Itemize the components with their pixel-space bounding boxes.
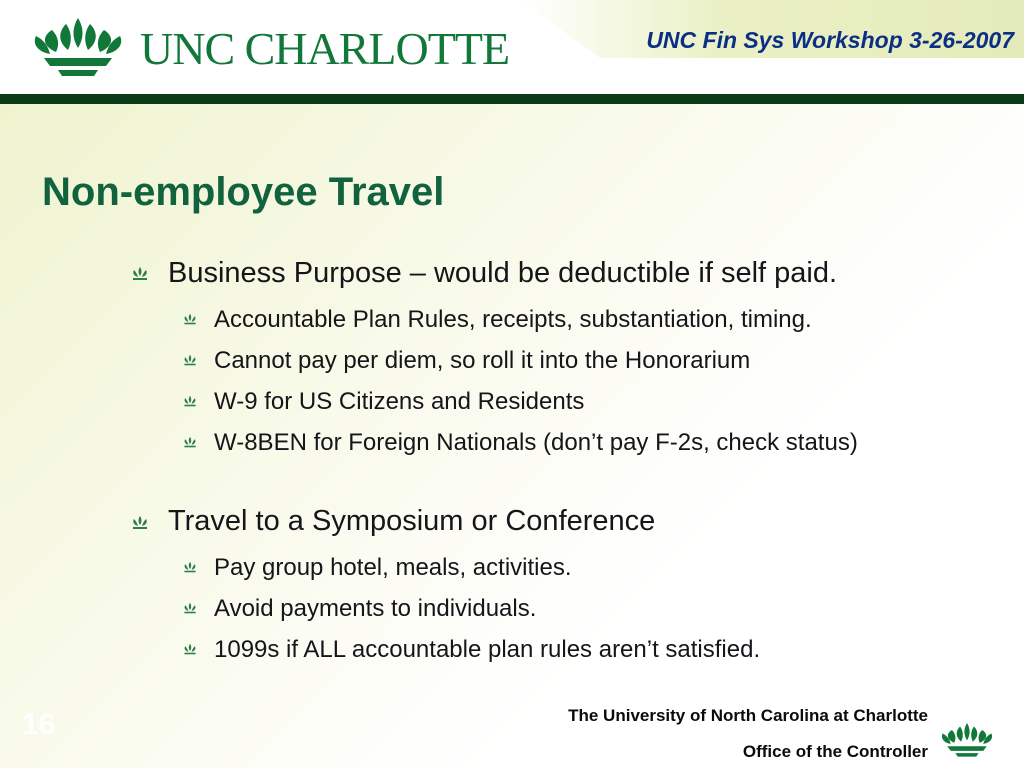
section-1-item-3: W-9 for US Citizens and Residents <box>214 388 585 415</box>
header-divider <box>0 94 1024 104</box>
leaf-bullet-icon <box>182 313 198 326</box>
section-2-item-3: 1099s if ALL accountable plan rules aren’t satisfied. <box>214 636 761 663</box>
section-2-item-2: Avoid payments to individuals. <box>214 595 537 622</box>
section-1-heading: Business Purpose – would be deductible if self paid. <box>168 257 838 289</box>
footer-university: The University of North Carolina at Charlotte <box>568 706 928 725</box>
crown-leaf-icon <box>938 718 996 764</box>
section-1-item-2: Cannot pay per diem, so roll it into the Honorarium <box>214 347 751 374</box>
header-bar <box>0 0 1024 95</box>
footer-office: Office of the Controller <box>742 742 928 761</box>
leaf-bullet-icon <box>182 436 198 449</box>
workshop-label: UNC Fin Sys Workshop 3-26-2007 <box>646 27 1014 53</box>
leaf-bullet-icon <box>182 561 198 574</box>
logo-text: UNC CHARLOTTE <box>140 23 510 74</box>
section-1-item-1: Accountable Plan Rules, receipts, substantiation, timing. <box>214 306 812 333</box>
section-1-item-4: W-8BEN for Foreign Nationals (don’t pay F-2s, check status) <box>214 429 858 456</box>
leaf-bullet-icon <box>130 515 150 531</box>
slide-title: Non-employee Travel <box>42 170 445 214</box>
page-number: 16 <box>22 708 56 741</box>
leaf-bullet-icon <box>182 602 198 615</box>
section-2-item-1: Pay group hotel, meals, activities. <box>214 554 572 581</box>
leaf-bullet-icon <box>182 354 198 367</box>
crown-leaf-icon <box>28 14 128 84</box>
leaf-bullet-icon <box>130 266 150 282</box>
logo-wordmark <box>140 23 510 74</box>
leaf-bullet-icon <box>182 395 198 408</box>
leaf-bullet-icon <box>182 643 198 656</box>
section-2-heading: Travel to a Symposium or Conference <box>168 505 656 537</box>
